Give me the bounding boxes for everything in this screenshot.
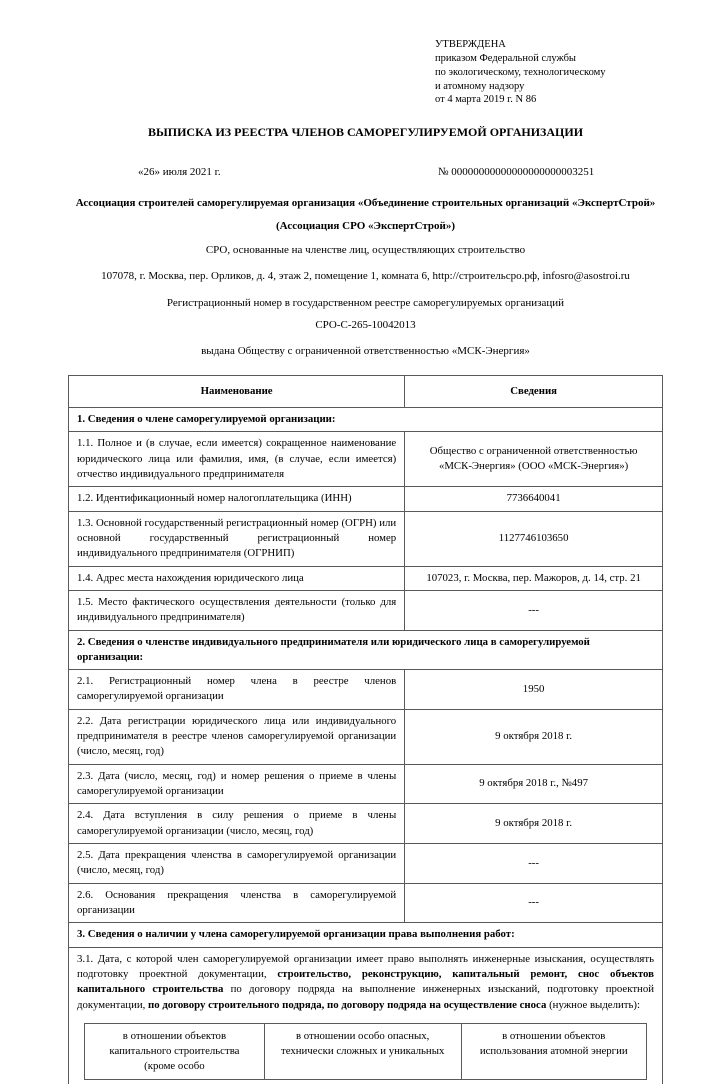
row-1-2-label: 1.2. Идентификационный номер налогоплательщика (ИНН) (69, 487, 405, 511)
table-row (69, 590, 663, 630)
row-2-4-value: 9 октября 2018 г. (405, 804, 663, 844)
row-1-3-value: 1127746103650 (405, 511, 663, 566)
document-number: № 00000000000000000000003251 (438, 166, 595, 179)
org-type-line: СРО, основанные на членстве лиц, осуществляющих строительство (205, 244, 526, 257)
clause-segment-bold: по договору строительного подряда, по договору подряда на осуществление сноса (148, 998, 547, 1011)
approval-line: приказом Федеральной службы (435, 52, 576, 64)
clause-segment: 3.1. Дата, с которой член саморегулируемой организации имеет право выполнять инженерные изыскания, осуществлять подготовку проектной документации, (77, 952, 654, 981)
document-date: «26» июля 2021 г. (138, 166, 221, 179)
table-row (69, 511, 663, 566)
registry-number-value: СРО-С-265-10042013 (315, 318, 416, 331)
table-row (69, 883, 663, 923)
table-row (69, 709, 663, 764)
document-title: ВЫПИСКА ИЗ РЕЕСТРА ЧЛЕНОВ САМОРЕГУЛИРУЕМОЙ ОРГАНИЗАЦИИ (147, 125, 584, 140)
section-row (69, 630, 663, 670)
row-2-2-value: 9 октября 2018 г. (405, 709, 663, 764)
clause-3-1-text (77, 952, 654, 1013)
section-row (69, 407, 663, 431)
row-1-5-label: 1.5. Место фактического осуществления деятельности (только для индивидуального предпринимателя) (69, 590, 405, 630)
row-2-1-label: 2.1. Регистрационный номер члена в реестре членов саморегулируемой организации (69, 670, 405, 710)
approval-line: и атомному надзору (435, 80, 525, 92)
approval-block (435, 38, 665, 107)
table-row (69, 432, 663, 487)
works-column-atomic-energy: в отношении объектов использования атомной энергии (461, 1024, 646, 1080)
approval-line: от 4 марта 2019 г. N 86 (435, 94, 537, 106)
row-1-4-value: 107023, г. Москва, пер. Мажоров, д. 14, стр. 21 (405, 566, 663, 590)
table-row (69, 566, 663, 590)
row-2-5-value: --- (405, 844, 663, 884)
date-number-row (68, 166, 663, 182)
row-2-6-value: --- (405, 883, 663, 923)
works-column-hazardous-objects: в отношении особо опасных, технически сложных и уникальных (264, 1024, 461, 1080)
works-column-capital-construction: в отношении объектов капитального строительства (кроме особо (85, 1024, 265, 1080)
registry-number-label: Регистрационный номер в государственном реестре саморегулируемых организаций (166, 296, 565, 309)
org-address-line: 107078, г. Москва, пер. Орликов, д. 4, этаж 2, помещение 1, комната 6, http://строительсро.рф, infosro@asostroi.ru (101, 270, 630, 283)
section-row (69, 923, 663, 947)
row-2-3-value: 9 октября 2018 г., №497 (405, 764, 663, 804)
works-scope-table (84, 1023, 647, 1080)
table-header-row (69, 375, 663, 407)
org-name-line1: Ассоциация строителей саморегулируемая организация «Объединение строительных организаций «ЭкспертСтрой» (75, 197, 656, 210)
clause-segment: (нужное выделить): (546, 998, 641, 1011)
column-header-info: Сведения (405, 375, 663, 407)
works-header-row (85, 1024, 647, 1080)
org-name-line2: (Ассоциация СРО «ЭкспертСтрой») (275, 219, 455, 232)
row-1-5-value: --- (405, 590, 663, 630)
column-header-name: Наименование (69, 375, 405, 407)
table-row (69, 487, 663, 511)
clause-3-1-cell (69, 947, 663, 1084)
table-row (69, 764, 663, 804)
row-2-5-label: 2.5. Дата прекращения членства в саморегулируемой организации (число, месяц, год) (69, 844, 405, 884)
table-row (69, 804, 663, 844)
issued-to-line: выдана Обществу с ограниченной ответственностью «МСК-Энергия» (201, 345, 530, 358)
row-2-4-label: 2.4. Дата вступления в силу решения о приеме в члены саморегулируемой организации (число, месяц, год) (69, 804, 405, 844)
section-2-title: 2. Сведения о членстве индивидуального предпринимателя или юридического лица в саморегулируемой организации: (69, 630, 663, 670)
row-1-4-label: 1.4. Адрес места нахождения юридического лица (69, 566, 405, 590)
row-2-3-label: 2.3. Дата (число, месяц, год) и номер решения о приеме в члены саморегулируемой организации (69, 764, 405, 804)
row-2-1-value: 1950 (405, 670, 663, 710)
clause-3-1-row (69, 947, 663, 1084)
registry-extract-table (68, 375, 663, 1084)
row-1-1-value: Общество с ограниченной ответственностью «МСК-Энергия» (ООО «МСК-Энергия») (405, 432, 663, 487)
row-1-2-value: 7736640041 (405, 487, 663, 511)
row-2-2-label: 2.2. Дата регистрации юридического лица или индивидуального предпринимателя в реестре членов саморегулируемой организации (число, месяц, год) (69, 709, 405, 764)
approval-line: по экологическому, технологическому (435, 66, 606, 78)
table-row (69, 844, 663, 884)
row-1-1-label: 1.1. Полное и (в случае, если имеется) сокращенное наименование юридического лица или фамилия, имя, (в случае, если имеется) отчество индивидуального предпринимателя (69, 432, 405, 487)
clause-segment: по договору подряда на выполнение инженерных изысканий, подготовку проектной документации, (77, 983, 654, 1011)
section-3-title: 3. Сведения о наличии у члена саморегулируемой организации права выполнения работ: (69, 923, 663, 947)
row-2-6-label: 2.6. Основания прекращения членства в саморегулируемой организации (69, 883, 405, 923)
table-row (69, 670, 663, 710)
approval-line: УТВЕРЖДЕНА (435, 39, 506, 50)
row-1-3-label: 1.3. Основной государственный регистрационный номер (ОГРН) или основной государственный регистрационный номер индивидуального предпринимателя (ОГРНИП) (69, 511, 405, 566)
clause-segment-bold: строительство, реконструкцию, капитальный ремонт, снос объектов капитального строительства (77, 968, 654, 996)
section-1-title: 1. Сведения о члене саморегулируемой организации: (69, 407, 663, 431)
